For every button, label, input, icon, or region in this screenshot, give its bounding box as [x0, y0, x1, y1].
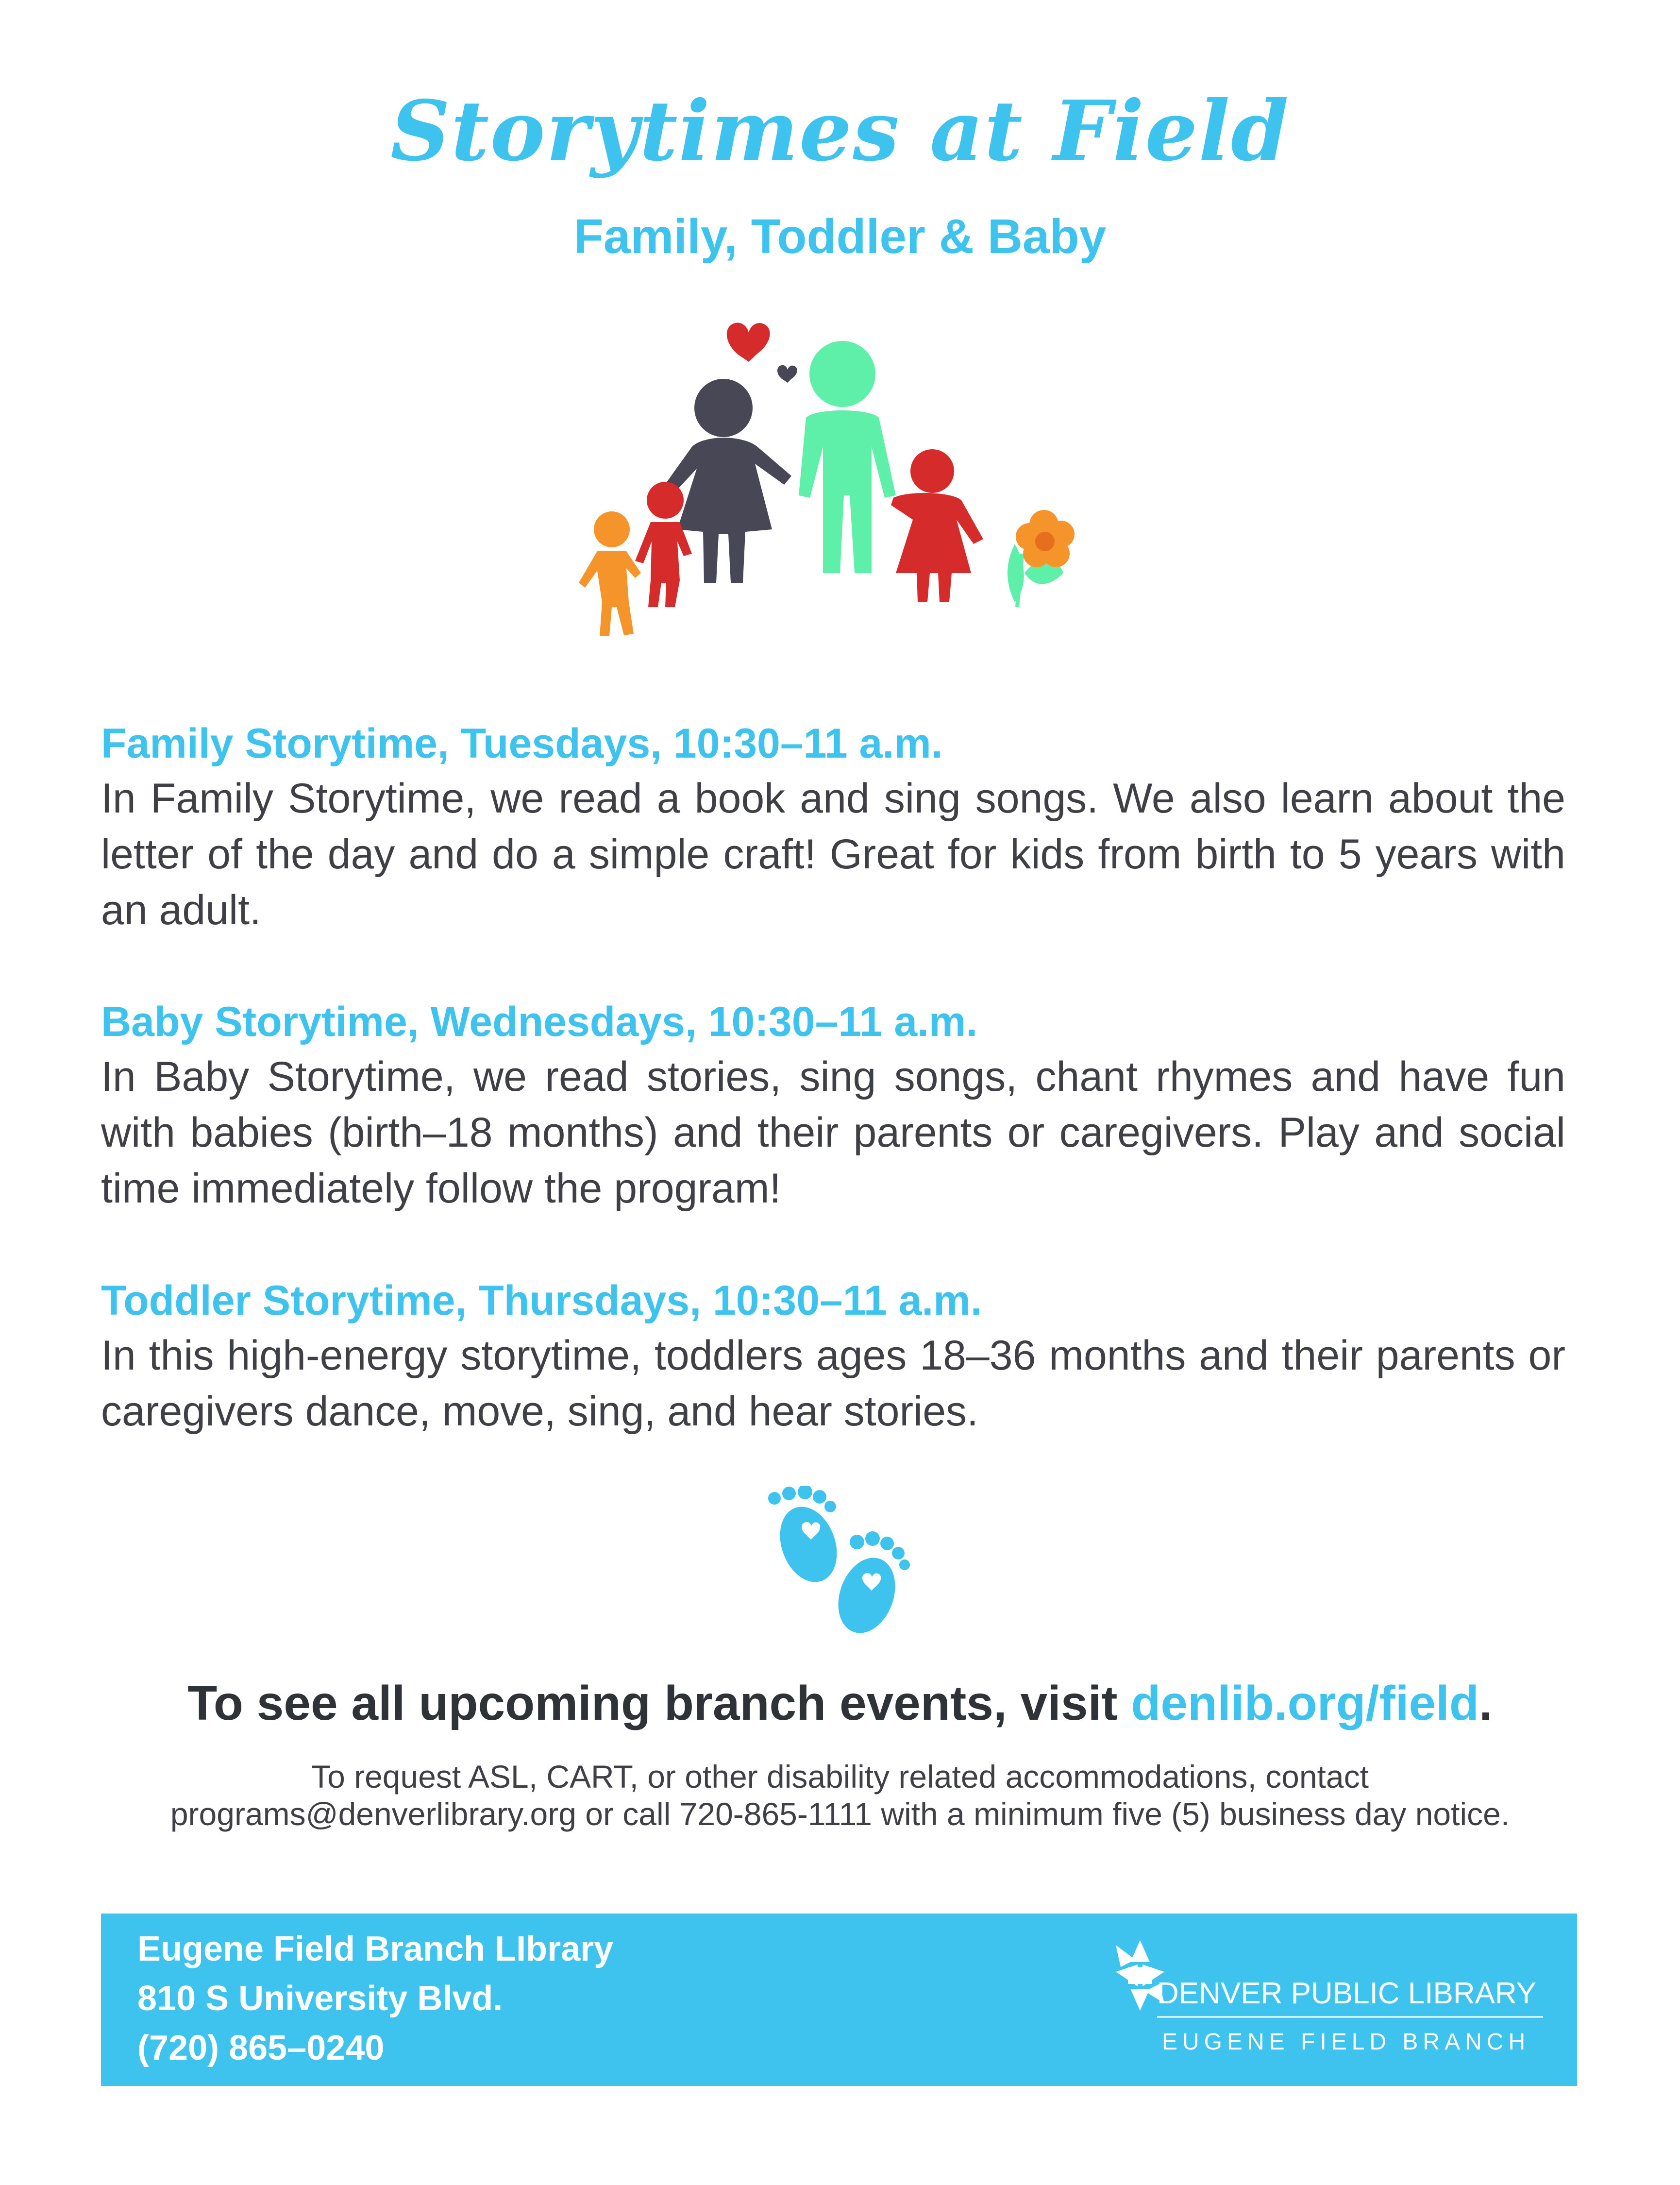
toddler-storytime-section: [101, 1273, 1565, 1440]
toddler-figure: [579, 511, 641, 636]
events-link[interactable]: denlib.org/field: [1131, 1676, 1479, 1730]
visit-line: [0, 1676, 1680, 1731]
denver-public-library-logo: [1101, 1926, 1562, 2076]
branch-address-block: [137, 1924, 613, 2073]
page-subtitle: Family, Toddler & Baby: [573, 209, 1107, 264]
baby-storytime-heading: Baby Storytime, Wednesdays, 10:30–11 a.m.: [101, 999, 978, 1045]
family-storytime-description: In Family Storytime, we read a book and sing songs. We also learn about the letter of the day and do a simple craft! Great for kids from birth to 5 years with an adult.: [101, 775, 1565, 933]
toddler-storytime-heading: Toddler Storytime, Thursdays, 10:30–11 a.m.: [101, 1277, 982, 1324]
footer-banner: [101, 1914, 1577, 2086]
logo-branch-name: EUGENE FIELD BRANCH: [1162, 2029, 1530, 2055]
baby-storytime-section: [101, 995, 1565, 1217]
small-heart-icon: [777, 365, 797, 383]
visit-text: To see all upcoming branch events, visit: [187, 1676, 1131, 1730]
family-illustration: [578, 301, 1102, 665]
branch-street-address: 810 S University Blvd.: [137, 1979, 503, 2018]
baby-feet-icon: [762, 1486, 918, 1642]
father-figure: [799, 341, 896, 573]
logo-library-name: DENVER PUBLIC LIBRARY: [1157, 1977, 1536, 2010]
baby-storytime-description: In Baby Storytime, we read stories, sing songs, chant rhymes and have fun with babies (birth–18 months) and their parents or caregivers. Play and social time immediately follow the program!: [101, 1053, 1565, 1212]
red-heart-icon: [727, 323, 770, 362]
branch-phone: (720) 865–0240: [137, 2029, 385, 2067]
page-title: Storytimes at Field: [390, 83, 1290, 180]
girl-figure: [891, 449, 983, 602]
boy-figure: [635, 482, 692, 607]
branch-name: Eugene Field Branch LIbrary: [137, 1930, 614, 1968]
family-storytime-heading: Family Storytime, Tuesdays, 10:30–11 a.m.: [101, 720, 943, 767]
visit-period: .: [1478, 1676, 1493, 1730]
flower-icon: [1008, 510, 1075, 607]
toddler-storytime-description: In this high-energy storytime, toddlers ages 18–36 months and their parents or caregivers dance, move, sing, and hear stories.: [101, 1332, 1565, 1435]
family-storytime-section: [101, 716, 1565, 938]
accessibility-notice: To request ASL, CART, or other disability related accommodations, contact programs@denverlibrary.org or call 720-865-1111 with a minimum five (5) business day notice.: [170, 1759, 1510, 1832]
